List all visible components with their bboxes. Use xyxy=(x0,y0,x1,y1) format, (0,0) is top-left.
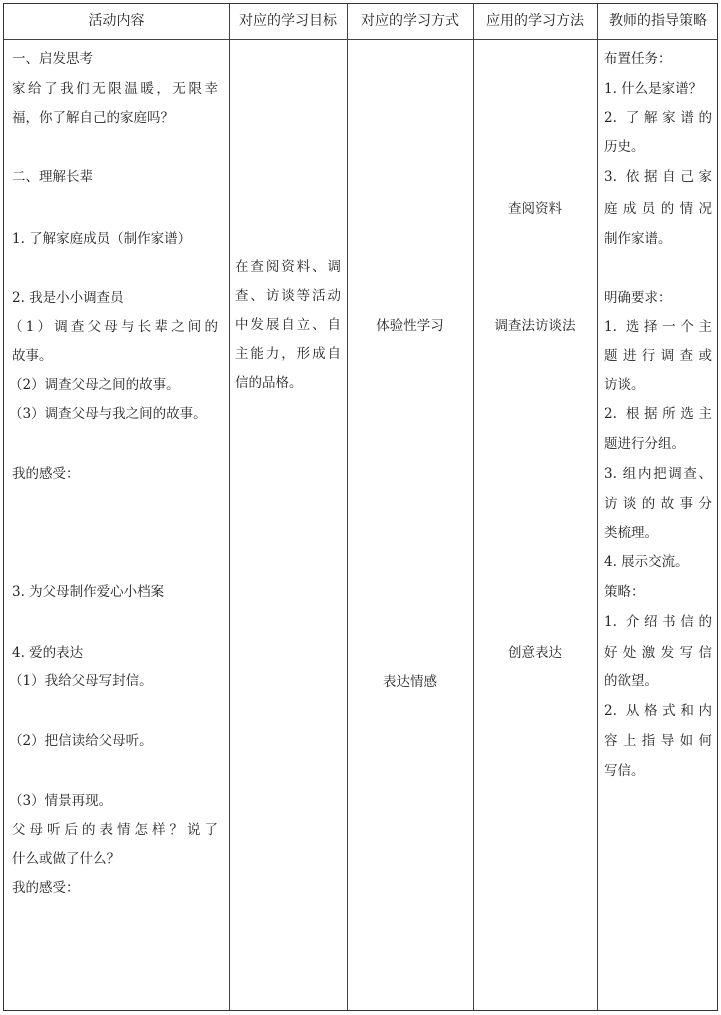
strategy-line: 类梳理。 xyxy=(604,525,658,541)
content-line: 什么或做了什么？ xyxy=(12,851,120,867)
feelings-label: 我的感受： xyxy=(12,466,80,482)
header-learning-goal: 对应的学习目标 xyxy=(239,13,337,29)
activity-subitem: （3）情景再现。 xyxy=(9,793,113,809)
content-line: 福，你了解自己的家庭吗？ xyxy=(12,110,174,126)
header-teacher-strategy: 教师的指导策略 xyxy=(609,13,707,29)
learning-mode: 表达情感 xyxy=(383,674,437,690)
strategy-line: 3. 组内把调查、 xyxy=(604,466,712,482)
section-title: 一、启发思考 xyxy=(12,51,93,67)
strategy-line: 4. 展示交流。 xyxy=(604,554,689,570)
header-activity-content: 活动内容 xyxy=(88,13,145,29)
strategy-line: 2. 了解家谱的 xyxy=(604,110,712,126)
activity-subitem: （1）我给父母写封信。 xyxy=(9,673,153,689)
strategy-line: 庭成员的情况 xyxy=(604,201,712,217)
learning-method: 查阅资料 xyxy=(508,201,562,217)
content-line: 父母听后的表情怎样？说了 xyxy=(12,822,218,838)
learning-mode: 体验性学习 xyxy=(376,318,444,334)
header-learning-mode: 对应的学习方式 xyxy=(361,13,459,29)
learning-method: 创意表达 xyxy=(508,645,562,661)
column-divider xyxy=(347,4,348,1010)
strategy-line: 的欲望。 xyxy=(604,673,658,689)
content-line: 家给了我们无限温暖，无限幸 xyxy=(12,81,218,97)
goal-line: 在查阅资料、调 xyxy=(235,259,341,275)
strategy-line: 1. 介绍书信的 xyxy=(604,614,712,630)
feelings-label: 我的感受： xyxy=(12,880,80,896)
strategy-line: 容上指导如何 xyxy=(604,733,712,749)
strategy-line: 1. 什么是家谱？ xyxy=(604,81,703,97)
strategy-line: 访谈。 xyxy=(604,377,645,393)
goal-line: 中发展自立、自 xyxy=(235,317,341,333)
strategy-heading: 策略： xyxy=(604,584,645,600)
activity-subitem: 故事。 xyxy=(12,348,53,364)
goal-line: 主能力，形成自 xyxy=(235,346,341,362)
strategy-heading: 布置任务： xyxy=(604,51,672,67)
strategy-line: 写信。 xyxy=(604,763,645,779)
strategy-line: 访谈的故事分 xyxy=(604,496,712,512)
header-divider xyxy=(4,39,717,40)
strategy-line: 题进行调查或 xyxy=(604,348,712,364)
strategy-line: 1. 选择一个主 xyxy=(604,319,712,335)
activity-table xyxy=(3,3,718,1011)
column-divider xyxy=(597,4,598,1010)
strategy-line: 制作家谱。 xyxy=(604,231,672,247)
section-title: 二、理解长辈 xyxy=(12,169,93,185)
strategy-line: 题进行分组。 xyxy=(604,436,685,452)
strategy-line: 2. 根据所选主 xyxy=(604,406,712,422)
column-divider xyxy=(473,4,474,1010)
activity-item: 2. 我是小小调查员 xyxy=(12,290,124,306)
activity-subitem: （2）调查父母之间的故事。 xyxy=(9,377,180,393)
learning-method: 调查法访谈法 xyxy=(494,318,576,334)
column-divider xyxy=(229,4,230,1010)
activity-subitem: （3）调查父母与我之间的故事。 xyxy=(9,406,207,422)
strategy-line: 3. 依据自己家 xyxy=(604,169,712,185)
activity-item: 3. 为父母制作爱心小档案 xyxy=(12,584,165,600)
strategy-line: 历史。 xyxy=(604,139,645,155)
header-learning-method: 应用的学习方法 xyxy=(486,13,584,29)
strategy-heading: 明确要求： xyxy=(604,290,672,306)
goal-line: 查、访谈等活动 xyxy=(235,288,341,304)
activity-subitem: （1）调查父母与长辈之间的 xyxy=(9,319,218,335)
strategy-line: 2. 从格式和内 xyxy=(604,703,712,719)
activity-item: 4. 爱的表达 xyxy=(12,645,84,661)
activity-item: 1. 了解家庭成员（制作家谱） xyxy=(12,231,192,247)
goal-line: 信的品格。 xyxy=(235,375,303,391)
strategy-line: 好处激发写信 xyxy=(604,645,712,661)
activity-subitem: （2）把信读给父母听。 xyxy=(9,733,153,749)
